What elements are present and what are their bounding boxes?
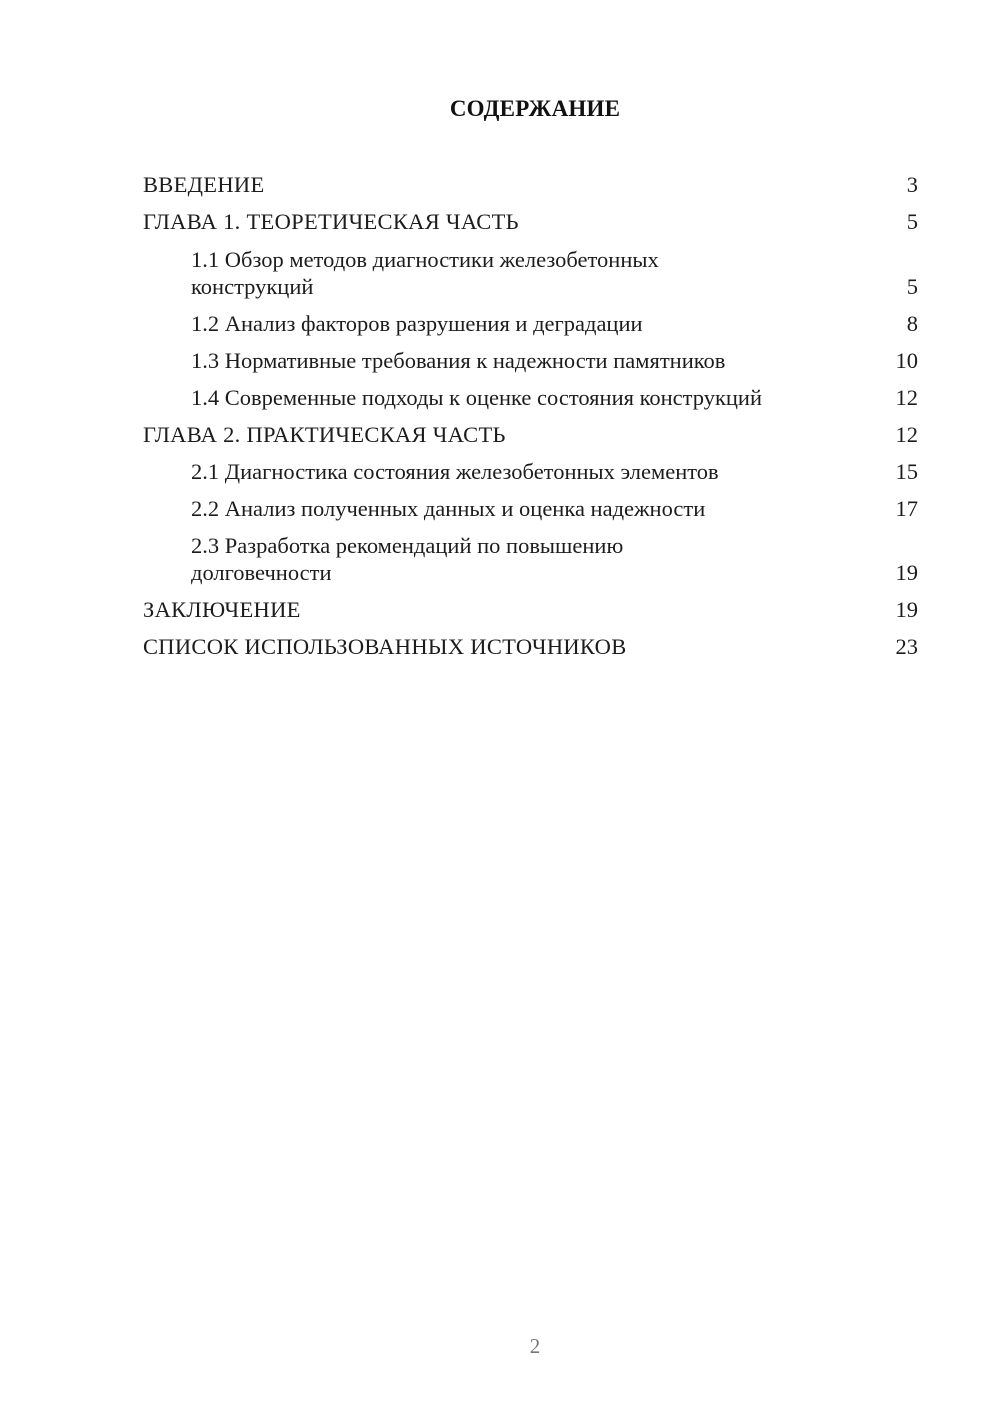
toc-entry-page: 17 <box>895 496 918 521</box>
toc-entry-title: 2.3 Разработка рекомендаций по повышению долговечности <box>191 533 624 585</box>
toc-entry-page: 19 <box>895 597 918 622</box>
toc-entry-title: ВВЕДЕНИЕ <box>143 172 265 197</box>
toc-entry-section-2-2[interactable] <box>191 495 705 522</box>
page-title: СОДЕРЖАНИЕ <box>449 96 621 121</box>
toc-entry-title: ГЛАВА 1. ТЕОРЕТИЧЕСКАЯ ЧАСТЬ <box>143 209 519 234</box>
page-number: 2 <box>529 1334 541 1358</box>
toc-entry-page: 10 <box>895 348 918 373</box>
toc-entry-chapter-1[interactable] <box>143 208 519 235</box>
toc-entry-title: 1.1 Обзор методов диагностики железобетонных конструкций <box>191 247 659 299</box>
toc-entry-section-1-1[interactable] <box>191 246 659 300</box>
toc-entry-conclusion[interactable] <box>143 596 301 623</box>
toc-entry-title: ЗАКЛЮЧЕНИЕ <box>143 597 301 622</box>
toc-entry-section-1-4[interactable] <box>191 384 762 411</box>
toc-entry-page: 5 <box>906 209 918 234</box>
toc-entry-title: 1.2 Анализ факторов разрушения и деградации <box>191 311 643 336</box>
toc-entry-references[interactable] <box>143 633 627 660</box>
toc-entry-title: 2.2 Анализ полученных данных и оценка надежности <box>191 496 706 521</box>
toc-entry-title: 2.1 Диагностика состояния железобетонных элементов <box>191 459 719 484</box>
toc-entry-title: СПИСОК ИСПОЛЬЗОВАННЫХ ИСТОЧНИКОВ <box>143 634 627 659</box>
toc-entry-page: 12 <box>895 385 918 410</box>
toc-entry-page: 23 <box>895 634 918 659</box>
toc-entry-section-1-2[interactable] <box>191 310 643 337</box>
toc-entry-title: 1.3 Нормативные требования к надежности памятников <box>191 348 726 373</box>
toc-entry-page: 5 <box>906 274 918 299</box>
toc-entry-page: 8 <box>906 311 918 336</box>
toc-entry-page: 19 <box>895 560 918 585</box>
toc-entry-page: 12 <box>895 422 918 447</box>
toc-entry-page: 15 <box>895 459 918 484</box>
toc-entry-section-2-3[interactable] <box>191 532 623 586</box>
toc-entry-title: 1.4 Современные подходы к оценке состояния конструкций <box>191 385 763 410</box>
table-of-contents <box>0 0 1000 700</box>
toc-entry-section-2-1[interactable] <box>191 458 719 485</box>
toc-entry-chapter-2[interactable] <box>143 421 506 448</box>
toc-entry-title: ГЛАВА 2. ПРАКТИЧЕСКАЯ ЧАСТЬ <box>143 422 506 447</box>
toc-entry-section-1-3[interactable] <box>191 347 725 374</box>
toc-entry-introduction[interactable] <box>143 171 265 198</box>
toc-entry-page: 3 <box>906 172 918 197</box>
